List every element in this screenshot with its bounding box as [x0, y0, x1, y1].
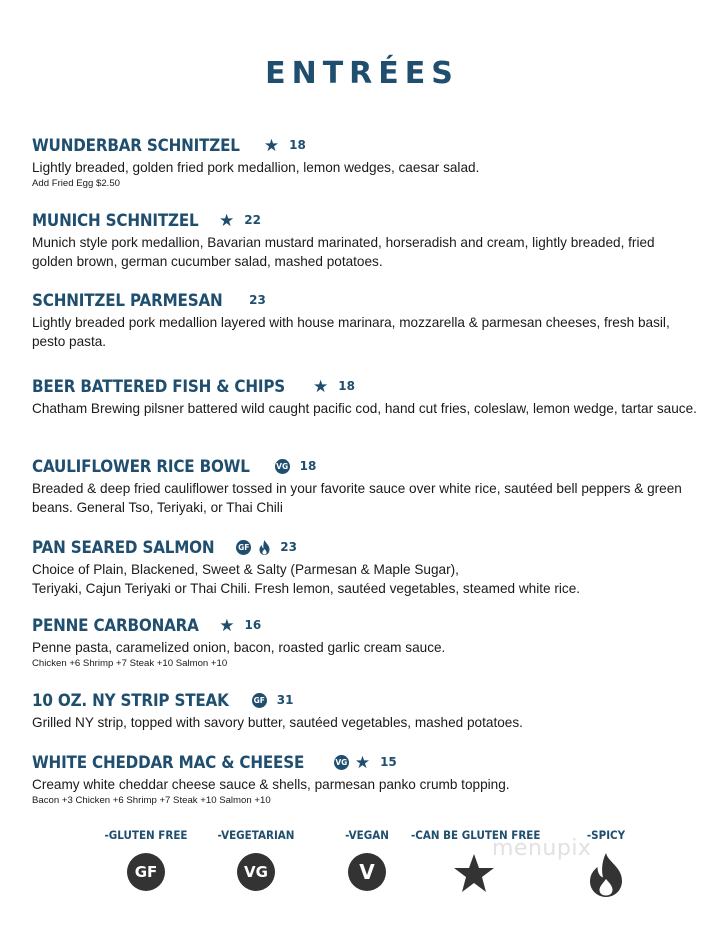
- item-header: [32, 374, 702, 398]
- star-icon: [453, 853, 495, 893]
- item-description: Grilled NY strip, topped with savory butter, sautéed vegetables, mashed potatoes.: [32, 715, 523, 730]
- item-description: Munich style pork medallion, Bavarian mustard marinated, horseradish and cream, lightly breaded, fried golden brown, german cucumber salad, mashed potatoes.: [32, 235, 655, 269]
- item-price: 16: [244, 618, 262, 632]
- item-name: BEER BATTERED FISH & CHIPS: [32, 376, 286, 396]
- item-description: Lightly breaded pork medallion layered with house marinara, mozzarella & parmesan cheeses, fresh basil, pesto pasta.: [32, 315, 670, 349]
- v-icon: V: [348, 853, 386, 891]
- item-tags: [254, 137, 279, 154]
- vg-icon: VG: [275, 459, 290, 474]
- gf-icon: GF: [127, 853, 165, 891]
- item-header: [32, 750, 702, 774]
- item-name: WHITE CHEDDAR MAC & CHEESE: [32, 752, 305, 772]
- legend-label: -SPICY: [586, 828, 626, 842]
- item-price: 22: [244, 213, 261, 227]
- item-name: SCHNITZEL PARMESAN: [32, 290, 223, 310]
- watermark: menupix: [492, 836, 592, 861]
- item-tags: [303, 378, 328, 395]
- item-tags: [265, 459, 290, 474]
- item-name: PAN SEARED SALMON: [32, 537, 215, 557]
- item-description: Breaded & deep fried cauliflower tossed in your favorite sauce over white rice, sautéed bell peppers & green beans. General Tso, Teriyaki, or Thai Chili: [32, 481, 682, 515]
- item-description: Creamy white cheddar cheese sauce & shells, parmesan panko crumb topping.: [32, 777, 510, 792]
- star-icon: ★: [219, 615, 235, 635]
- item-price: 23: [280, 540, 297, 554]
- gf-icon: GF: [236, 540, 251, 555]
- menu-item: [32, 288, 702, 351]
- item-description: Lightly breaded, golden fried pork medallion, lemon wedges, caesar salad.: [32, 160, 480, 175]
- item-name: WUNDERBAR SCHNITZEL: [32, 135, 240, 155]
- item-price: 18: [338, 379, 355, 393]
- menu-item: [32, 208, 702, 271]
- page-title: ENTRÉES: [265, 56, 459, 91]
- gf-icon: GF: [252, 693, 267, 708]
- item-header: [32, 688, 702, 712]
- legend-label: -VEGETARIAN: [217, 828, 295, 842]
- star-icon: ★: [263, 135, 280, 155]
- legend: [0, 828, 724, 908]
- item-addon: Chicken +6 Shrimp +7 Steak +10 Salmon +10: [32, 658, 228, 669]
- item-price: 18: [289, 138, 306, 152]
- legend-label: -CAN BE GLUTEN FREE: [411, 828, 541, 842]
- item-name: 10 OZ. NY STRIP STEAK: [32, 690, 229, 710]
- item-tags: [209, 617, 234, 634]
- item-header: [32, 613, 702, 637]
- item-name: MUNICH SCHNITZEL: [32, 210, 199, 230]
- star-icon: ★: [218, 210, 235, 230]
- item-addon: Bacon +3 Chicken +6 Shrimp +7 Steak +10 Salmon +10: [32, 795, 271, 806]
- item-tags: [324, 754, 370, 771]
- item-price: 18: [299, 459, 317, 473]
- menu-item: [32, 374, 702, 418]
- item-header: [32, 288, 702, 312]
- item-tags: [209, 212, 234, 229]
- vg-icon: VG: [237, 853, 275, 891]
- item-description: Penne pasta, caramelized onion, bacon, roasted garlic cream sauce.: [32, 640, 446, 655]
- item-price: 23: [249, 293, 266, 307]
- item-description: Chatham Brewing pilsner battered wild caught pacific cod, hand cut fries, coleslaw, lemon wedge, tartar sauce.: [32, 401, 697, 416]
- item-price: 31: [276, 693, 294, 707]
- vg-icon: VG: [334, 755, 349, 770]
- menu-item: [32, 613, 702, 669]
- item-header: [32, 133, 702, 157]
- item-header: [32, 208, 702, 232]
- item-addon: Add Fried Egg $2.50: [32, 178, 121, 189]
- star-icon: ★: [313, 376, 329, 396]
- item-header: [32, 535, 702, 559]
- menu-item: [32, 535, 702, 598]
- legend-label: -GLUTEN FREE: [104, 828, 188, 842]
- menu-item: [32, 688, 702, 732]
- menu-item: [32, 750, 702, 806]
- item-tags: [242, 693, 267, 708]
- flame-icon: [589, 853, 623, 897]
- item-price: 15: [380, 755, 397, 769]
- item-name: PENNE CARBONARA: [32, 615, 199, 635]
- star-icon: ★: [354, 752, 371, 772]
- menu-item: [32, 133, 702, 189]
- item-description: Choice of Plain, Blackened, Sweet & Salty (Parmesan & Maple Sugar), Teriyaki, Cajun Teriyaki or Thai Chili. Fresh lemon, sautéed vegetables, steamed white rice.: [32, 562, 581, 596]
- item-tags: [226, 540, 270, 555]
- item-header: [32, 454, 702, 478]
- flame-icon: [259, 540, 270, 555]
- item-name: CAULIFLOWER RICE BOWL: [32, 456, 250, 476]
- menu-item: [32, 454, 702, 517]
- legend-label: -VEGAN: [345, 828, 389, 842]
